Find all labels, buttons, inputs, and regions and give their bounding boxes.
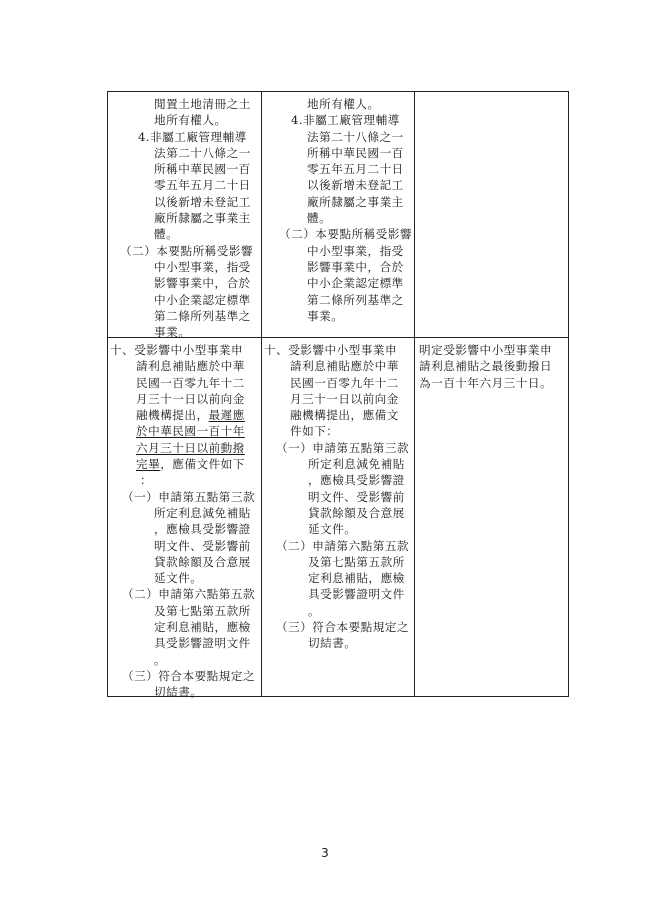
text-line [110,407,255,423]
text-line: 事業。 [154,325,191,340]
text-line: 延文件。 [308,522,357,537]
text-line: 所定利息減免補貼 [154,505,251,520]
text-line: 月三十一日以前向金 [136,391,245,406]
text-line: 所稱中華民國一百 [154,162,251,177]
text-line: 定利息補貼，應檢 [154,620,251,635]
text-line: 事業。 [307,308,344,323]
underlined-amendment: 最遲應 [208,408,245,423]
text-line: 廠所隸屬之事業主 [307,194,404,209]
underlined-amendment: 完畢 [136,457,161,472]
row2-left-cell [110,342,255,701]
text-line: 以後新增未登記工 [154,194,251,209]
text-line: 影響事業中，合於 [154,276,251,291]
text-line: 法第二十八條之一 [154,145,251,160]
text-line: 具受影響證明文件 [308,587,405,602]
text-line: 以後新增未登記工 [307,178,404,193]
text-line: 零五年五月二十日 [307,162,404,177]
row2-middle-cell [264,342,409,652]
text-line: 所稱中華民國一百 [307,145,404,160]
text-line: ： [140,473,153,488]
text-line: 影響事業中，合於 [307,259,404,274]
text-line: 請利息補貼應於中華 [136,359,245,374]
text-line: ，應檢具受影響證 [154,522,251,537]
text-line: 明文件、受影響前 [308,489,405,504]
text-line: 民國一百零九年十二 [136,375,245,390]
text-line: （二）申請第六點第五款 [276,538,410,553]
text-line: 第二條所列基準之 [307,292,404,307]
text-line: 明文件、受影響前 [154,538,251,553]
text-line: 切結書。 [308,636,357,651]
underlined-amendment: 六月三十日以前動撥 [136,440,245,455]
text-line: 十、受影響中小型事業申 [110,343,244,357]
text-line: 4.非屬工廠管理輔導 [291,113,400,128]
text-line: 4.非屬工廠管理輔導 [138,129,247,144]
text-line: 月三十一日以前向金 [290,391,399,406]
text-line: 件如下： [290,424,339,439]
text-line: 體。 [154,227,179,242]
text-line [110,456,255,472]
text-line: 。 [154,652,167,667]
text-line: ，應檢具受影響證 [308,473,405,488]
page-number: 3 [321,846,329,860]
text-line: 閒置土地清冊之土 [154,97,251,111]
text-line: 及第七點第五款所 [154,603,251,618]
text-line: 中小企業認定標準 [154,292,251,307]
text-line: 地所有權人。 [154,113,227,128]
text-line: （三）符合本要點規定之 [276,620,410,635]
text-line: 。 [308,603,321,618]
text-line: 民國一百零九年十二 [290,375,399,390]
text-line: 零五年五月二十日 [154,178,251,193]
text-line: （二）申請第六點第五款 [122,587,256,602]
text-line: 廠所隸屬之事業主 [154,211,251,226]
text-line: 體。 [307,211,332,226]
text-line: （一）申請第五點第三款 [276,440,410,455]
text-line: 為一百十年六月三十日。 [419,375,553,390]
text-line: 切結書。 [154,685,203,700]
text-line: 明定受影響中小型事業申 [419,343,553,357]
text-line: （三）符合本要點規定之 [122,668,256,683]
text-span: 融機構提出， [136,408,209,423]
text-line: 定利息補貼，應檢 [308,571,405,586]
text-line: （二）本要點所稱受影響 [120,243,254,258]
text-line: 具受影響證明文件 [154,636,251,651]
text-line: （二）本要點所稱受影響 [279,227,413,242]
column-divider-2 [414,92,415,696]
text-line: 法第二十八條之一 [307,129,404,144]
text-line: 請利息補貼應於中華 [290,359,399,374]
underlined-amendment: 於中華民國一百十年 [136,424,245,439]
text-line: 及第七點第五款所 [308,554,405,569]
column-divider-1 [261,92,262,696]
text-line: 第二條所列基準之 [154,308,251,323]
text-line: 中小型事業，指受 [307,243,404,258]
row1-middle-cell [267,96,412,324]
text-line: 融機構提出，應備文 [290,408,399,423]
text-line: 貸款餘額及合意展 [308,505,405,520]
text-span: ，應備文件如下 [160,457,245,472]
text-line: 中小型事業，指受 [154,259,251,274]
row2-right-cell [419,342,552,391]
row1-left-cell [114,96,253,340]
text-line: 延文件。 [154,571,203,586]
text-line: （一）申請第五點第三款 [122,489,256,504]
text-line: 所定利息減免補貼 [308,457,405,472]
comparison-table [107,91,569,700]
text-line: 請利息補貼之最後動撥日 [419,359,553,374]
text-line: 地所有權人。 [307,97,380,111]
text-line: 中小企業認定標準 [307,276,404,291]
text-line: 貸款餘額及合意展 [154,554,251,569]
text-line: 十、受影響中小型事業申 [264,343,398,357]
